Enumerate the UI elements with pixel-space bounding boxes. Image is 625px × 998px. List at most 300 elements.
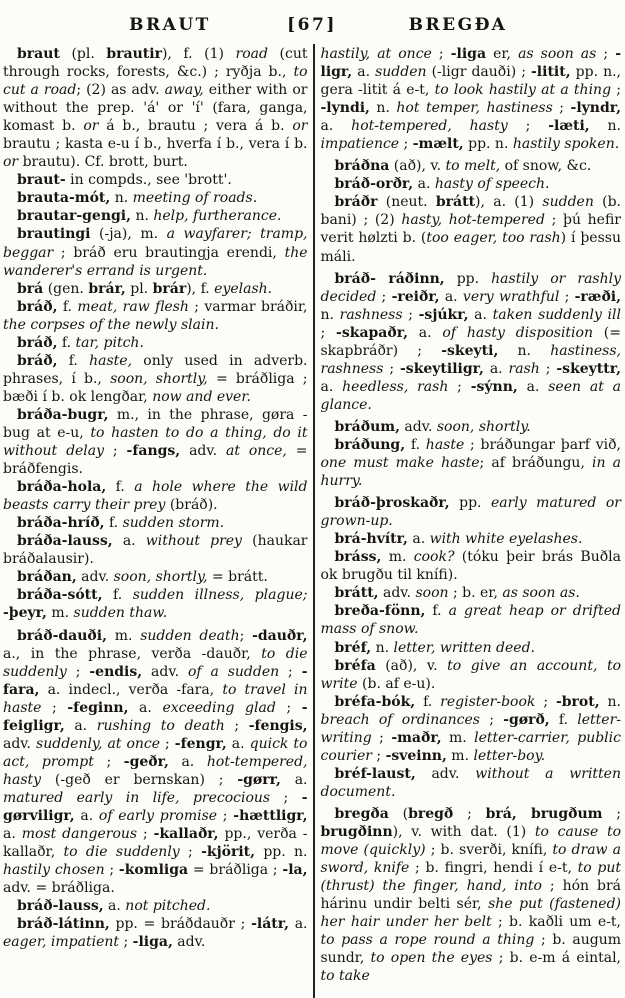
text-segment: -sveinn, — [385, 747, 447, 764]
text-segment: (b. af e-u). — [357, 675, 436, 692]
text-segment: pp. — [449, 495, 491, 512]
dictionary-entry — [3, 568, 308, 586]
text-segment: breach of ordinances — [320, 711, 480, 728]
text-segment: bráðan, — [17, 569, 77, 586]
text-segment: eager, impatient — [3, 934, 120, 951]
text-segment: brá, brugðum — [485, 805, 603, 822]
text-segment: ; — [41, 699, 68, 716]
dictionary-entry — [3, 171, 308, 189]
text-segment: ; — [371, 747, 386, 764]
text-segment: ; — [602, 805, 621, 822]
text-segment: ; — [270, 789, 302, 806]
text-segment: a. — [407, 531, 430, 548]
text-segment: f. — [57, 352, 90, 369]
text-segment: of a sudden — [187, 663, 280, 680]
text-segment: a. — [483, 360, 509, 377]
text-segment: a. — [320, 378, 343, 395]
text-segment: -liga — [450, 46, 487, 62]
text-segment: rashness — [339, 306, 403, 323]
text-segment: m. — [46, 605, 74, 622]
text-segment: eyelash. — [214, 280, 273, 297]
text-segment: ; — [559, 288, 575, 305]
text-segment: n. — [320, 306, 340, 323]
text-segment: pp. n., gera -litit á e-t, — [320, 64, 621, 99]
text-segment: haste, — [89, 352, 133, 369]
text-segment: (= skapbráðr) ; — [320, 324, 621, 359]
text-segment: -látr, — [251, 916, 289, 933]
text-segment: to open the eyes — [370, 950, 493, 967]
text-segment: tar, pitch. — [75, 334, 144, 351]
text-segment: braut- — [17, 172, 66, 189]
text-segment: n. — [371, 639, 394, 656]
text-segment: pp., verða -kallaðr, — [3, 826, 308, 861]
text-segment: quick to act, prompt — [3, 735, 308, 770]
text-segment: ; b. augum sundr, — [320, 932, 621, 967]
text-segment: too eager, too rash — [426, 230, 561, 247]
text-segment: meat, raw flesh — [77, 298, 189, 315]
text-segment: in compds., see 'brott'. — [65, 172, 232, 189]
dictionary-entry — [3, 586, 308, 622]
text-segment: (pl. — [59, 46, 107, 62]
text-segment: road — [235, 46, 268, 62]
text-segment: one must make haste — [320, 455, 480, 472]
text-segment: a. — [468, 306, 493, 323]
text-segment: ; — [320, 324, 337, 341]
text-segment: ; varmar bráðir, — [188, 298, 308, 315]
text-segment: most dangerous — [21, 826, 138, 843]
text-segment: -feigligr, — [3, 699, 308, 734]
text-segment: bregða — [334, 805, 389, 822]
text-segment: ; bráðungar þarf við, — [464, 436, 621, 453]
text-segment: braut — [17, 46, 60, 62]
dictionary-entry — [3, 45, 308, 171]
text-segment: at once, — [225, 443, 287, 460]
text-segment: bráð-orðr, — [334, 176, 414, 193]
text-segment: (-ligr dauði) ; — [426, 64, 531, 81]
text-segment: seen at a glance. — [320, 378, 621, 413]
text-segment: ; hón brá hárinu undir belti sér, — [320, 878, 621, 913]
text-segment: ; b. er, — [448, 585, 503, 602]
text-segment: soon, shortly, — [110, 370, 208, 387]
text-segment: to die suddenly — [63, 844, 180, 861]
dictionary-entry — [321, 765, 622, 801]
text-segment: bráðung, — [334, 436, 406, 453]
text-segment: f. — [57, 334, 76, 351]
text-segment: á b., brautu ; vera á b. — [98, 118, 293, 135]
text-segment: ; b. kaðli um e-t, — [491, 914, 621, 931]
text-segment: a. — [517, 378, 549, 395]
text-segment: a. — [288, 916, 308, 933]
dictionary-entry — [321, 193, 622, 265]
text-segment: (b. bani) ; (2) — [320, 194, 622, 229]
text-segment: hot temper, hastiness — [396, 100, 553, 117]
text-segment: hastily chosen — [3, 862, 105, 879]
text-segment: -sjúkr, — [418, 306, 469, 323]
text-segment: soon, shortly. — [436, 418, 531, 435]
text-segment: brátt, — [334, 585, 379, 602]
text-segment: -la, — [282, 862, 308, 879]
text-segment: a. — [103, 898, 126, 915]
text-segment: a., in the phrase, verða -dauðr, — [3, 645, 262, 662]
text-segment: pp. n. — [255, 844, 308, 861]
text-segment: -gørviligr, — [3, 789, 308, 824]
text-segment: ; — [66, 663, 90, 680]
text-segment: bráðna — [334, 158, 390, 175]
text-segment: soon, shortly, — [113, 569, 208, 586]
dictionary-entry — [321, 657, 622, 693]
text-segment: exceeding glad — [162, 699, 276, 716]
text-segment: ; bráð eru brautingja erendi, — [53, 244, 285, 261]
text-segment: help, furtherance. — [153, 208, 282, 225]
text-segment: a. — [320, 118, 352, 135]
text-segment: letter, written deed. — [393, 639, 536, 656]
text-segment: -skeyttr, — [556, 360, 621, 377]
text-segment: to hasten to do a thing, do it without delay — [3, 424, 308, 460]
text-segment: -skeyti, — [441, 342, 499, 359]
text-segment: bréf, — [334, 639, 372, 656]
text-segment: -skapaðr, — [336, 324, 408, 341]
text-segment: ; — [137, 826, 154, 843]
text-segment: (bráð). — [165, 497, 218, 514]
text-segment: ; — [535, 693, 556, 710]
text-segment: f. — [415, 693, 441, 710]
text-segment: bráð, — [17, 298, 58, 315]
text-segment: or — [292, 118, 308, 135]
text-segment: bráð-þroskaðr, — [334, 495, 450, 512]
text-segment: sudden illness, plague; — [132, 587, 308, 604]
text-segment: cook? — [413, 549, 455, 566]
text-segment: m. — [381, 549, 414, 566]
text-segment: heedless, rash — [342, 378, 449, 395]
text-segment: without a written document. — [320, 765, 621, 800]
text-segment: bráð, — [17, 352, 58, 369]
text-segment: -fara, — [3, 663, 308, 698]
text-segment: (gen. — [43, 280, 89, 297]
text-segment: a. — [74, 807, 99, 824]
dictionary-entry — [3, 514, 308, 532]
text-segment: to cut a road — [3, 64, 308, 99]
text-segment: of snow, &c. — [500, 158, 592, 175]
dictionary-entry — [3, 225, 308, 279]
text-segment: bréfa-bók, — [334, 693, 416, 710]
text-segment: -skeytiligr, — [400, 360, 484, 377]
text-segment: brá-hvítr, — [334, 531, 408, 548]
text-segment: ; — [402, 306, 419, 323]
text-segment: brautingi — [17, 226, 91, 243]
dictionary-entry — [321, 157, 622, 175]
text-segment: bráða-hola, — [17, 479, 107, 496]
text-segment: -mælt, — [412, 136, 464, 153]
text-segment: bráða-lauss, — [17, 533, 113, 550]
text-segment: ; — [217, 807, 234, 824]
dictionary-entry — [3, 406, 308, 478]
text-segment: ; — [179, 844, 202, 861]
text-segment: = bráðliga ; bæði í b. ok lengðar, — [3, 370, 308, 405]
text-segment: ( — [388, 805, 409, 822]
text-segment: f. — [405, 436, 426, 453]
text-segment: to pass a rope round a thing — [320, 932, 535, 949]
dictionary-entry — [3, 334, 308, 352]
text-segment: -brot, — [555, 693, 600, 710]
text-segment: ; (2) as adv. — [76, 82, 165, 99]
text-segment: f. — [104, 515, 123, 532]
text-segment: the corpses of the newly slain. — [3, 316, 219, 333]
text-segment: the wanderer's errand is urgent. — [3, 244, 308, 279]
text-segment: f. — [549, 711, 578, 728]
text-segment: a. — [439, 288, 463, 305]
dictionary-entry — [321, 418, 622, 436]
dictionary-entry — [3, 352, 308, 406]
text-segment: bráða-sótt, — [17, 587, 103, 604]
text-segment: to put (thrust) the finger, hand, into — [320, 860, 622, 895]
text-segment: -ligr, — [320, 46, 622, 81]
dictionary-entry — [321, 693, 622, 765]
text-segment: sudden — [375, 64, 427, 81]
text-segment: ; — [479, 711, 504, 728]
text-segment: brár, — [88, 280, 126, 297]
text-segment: ; — [224, 717, 249, 734]
text-segment: suddenly, at once — [36, 735, 161, 752]
text-segment: only used in adverb. phrases, í b., — [3, 352, 308, 387]
dictionary-entry — [321, 270, 622, 414]
text-segment: er, — [486, 46, 519, 62]
text-segment: bregð — [408, 805, 454, 822]
text-segment: register-book — [440, 693, 536, 710]
text-segment: -dauðr, — [252, 627, 308, 644]
text-segment: ; — [448, 378, 471, 395]
text-segment: ; — [160, 735, 175, 752]
dictionary-entry — [321, 805, 622, 985]
text-segment: bréf-laust, — [334, 765, 416, 782]
text-segment: hasty, hot-tempered — [401, 212, 545, 229]
text-segment: to draw a sword, knife — [320, 842, 621, 877]
text-segment: to travel in haste — [3, 681, 308, 716]
text-segment: (að), v. — [389, 158, 446, 175]
dictionary-entry — [321, 548, 622, 584]
dictionary-entry — [3, 207, 308, 225]
text-segment: hastily or rashly decided — [320, 270, 622, 305]
text-segment: (að), v. — [375, 657, 448, 674]
text-segment: n. — [599, 693, 621, 710]
text-segment: in a hurry. — [320, 455, 621, 490]
text-segment: -maðr, — [391, 729, 442, 746]
text-segment: brár — [152, 280, 187, 297]
text-segment: as soon as — [518, 46, 597, 62]
text-segment: ; þú hefir verit hølzti b. ( — [320, 212, 621, 247]
running-head-right-word: BREGÐA — [408, 15, 508, 35]
text-segment: ; — [596, 46, 616, 62]
dictionary-entry — [3, 280, 308, 298]
text-segment: pl. — [125, 280, 153, 297]
text-segment: of early promise — [98, 807, 218, 824]
text-segment: hastily spoken. — [512, 136, 620, 153]
text-segment: soon — [415, 585, 449, 602]
text-segment: bráð-dauði, — [17, 627, 107, 644]
text-segment: a wayfarer; tramp, beggar — [3, 226, 308, 261]
text-segment: ; — [376, 288, 392, 305]
text-segment: (neut. — [377, 194, 436, 211]
text-segment: as soon as. — [502, 585, 580, 602]
text-segment: adv. — [3, 735, 37, 752]
text-segment: brautar-gengi, — [17, 208, 131, 225]
dictionary-entry — [3, 298, 308, 334]
text-segment: with white eyelashes. — [429, 531, 583, 548]
text-segment: of hasty disposition — [442, 324, 593, 341]
text-segment: haste — [425, 436, 465, 453]
text-segment: bráðr — [334, 194, 378, 211]
text-segment: a great heap or drifted mass of snow. — [320, 603, 621, 638]
text-segment: ; — [119, 934, 133, 951]
text-segment: bráss, — [334, 549, 382, 566]
text-segment: a. — [128, 699, 163, 716]
text-segment: ), f. (1) — [161, 46, 236, 62]
text-segment: hot-tempered, hasty — [351, 118, 508, 135]
dictionary-entry — [3, 915, 308, 951]
text-segment: pp. n. — [463, 136, 513, 153]
text-columns — [0, 44, 625, 998]
text-segment: hastily, at once — [320, 46, 432, 62]
dictionary-entry — [321, 436, 622, 490]
text-segment: brauta-mót, — [17, 190, 111, 207]
text-segment: adv. — [76, 569, 114, 586]
text-segment: -fangs, — [126, 443, 181, 460]
text-segment: now and ever. — [152, 388, 251, 405]
text-segment: ; b. e-m á eintal, — [492, 950, 621, 967]
text-segment: n. — [369, 100, 397, 117]
text-segment: (tóku þeir brás Buðla ok brugðu til knífi). — [320, 549, 621, 584]
text-segment: m. — [441, 729, 475, 746]
text-segment: bráða-bugr, — [17, 406, 109, 423]
text-segment: brautir — [106, 46, 162, 62]
text-segment: ; — [453, 805, 486, 822]
text-segment: m., in the phrase, gøra -bug at e-u, — [3, 406, 308, 441]
text-segment: ; — [104, 443, 127, 460]
text-segment: early matured or grown-up. — [320, 495, 621, 530]
dictionary-entry — [321, 530, 622, 548]
text-segment: (haukar bráðalausir). — [3, 533, 308, 568]
text-segment: pp. — [444, 270, 492, 287]
text-segment: bráð- ráðinn, — [334, 270, 445, 287]
text-segment: n. — [110, 190, 133, 207]
text-segment: not pitched. — [125, 898, 211, 915]
text-segment: n. — [589, 118, 621, 135]
text-segment: -geðr, — [123, 753, 169, 770]
text-segment: bráð, — [17, 334, 58, 351]
text-segment: -sýnn, — [470, 378, 518, 395]
text-segment: f. — [57, 298, 78, 315]
text-segment: matured early in life, precocious — [3, 789, 271, 806]
text-segment: ; — [611, 82, 621, 99]
text-segment: -lyndi, — [320, 100, 370, 117]
text-segment: a. — [112, 533, 146, 550]
text-segment: a hole where the wild beasts carry their prey — [3, 479, 308, 514]
text-segment: -þeyr, — [3, 605, 47, 622]
text-segment: hastiness, rashness — [320, 342, 621, 377]
text-segment: ; — [104, 862, 119, 879]
text-segment: very wrathful — [462, 288, 560, 305]
text-segment: = bráðfengis. — [3, 443, 308, 478]
text-segment: -fengr, — [174, 735, 227, 752]
dictionary-entry — [3, 478, 308, 514]
text-segment: a. — [3, 826, 22, 843]
text-segment: to look hastily at a thing — [434, 82, 612, 99]
text-segment: hot-tempered, hasty — [3, 753, 308, 788]
text-segment: hasty of speech. — [434, 176, 550, 193]
text-segment: a. indecl., verða -fara, — [39, 681, 223, 698]
text-segment: sudden — [542, 194, 594, 211]
text-segment: bráð-lauss, — [17, 898, 104, 915]
text-segment: adv. — [142, 663, 188, 680]
text-segment: rushing to death — [96, 717, 225, 734]
text-segment: a. — [280, 771, 308, 788]
running-head-left-word: BRAUT — [129, 15, 211, 35]
text-segment: ; — [383, 360, 400, 377]
text-segment: = bráðliga ; — [188, 862, 283, 879]
running-head — [0, 0, 625, 44]
text-segment: to give an account, to write — [320, 657, 621, 692]
text-segment: to cause to move (quickly) — [320, 823, 621, 859]
text-segment: m. — [106, 627, 141, 644]
text-segment: n. — [131, 208, 154, 225]
text-segment: brautu). Cf. brott, burt. — [18, 154, 188, 171]
text-segment: or — [83, 118, 99, 135]
text-segment: -liga, — [132, 934, 173, 951]
text-segment: bréfa — [334, 657, 376, 674]
text-segment: ; af bráðungu, — [479, 455, 593, 472]
text-segment: away, — [164, 82, 204, 99]
text-segment: without prey — [145, 533, 242, 550]
text-segment: -fengis, — [248, 717, 308, 734]
text-segment: ; — [279, 663, 302, 680]
text-segment: -reiðr, — [391, 288, 440, 305]
text-segment: either with or without the prep. 'á' or 'í' (fara, ganga, komast b. — [3, 82, 308, 135]
text-segment: ; — [431, 46, 451, 62]
text-segment: brátt — [435, 194, 476, 211]
text-segment: ) í þessu máli. — [320, 230, 621, 265]
dictionary-entry — [321, 639, 622, 657]
text-segment: -komliga — [118, 862, 189, 879]
text-segment: ), f. — [186, 280, 215, 297]
text-segment: (-geð er bernskan) ; — [41, 771, 238, 788]
text-segment: a. — [64, 717, 97, 734]
text-segment: ; — [275, 699, 302, 716]
text-segment: brautu ; kasta e-u í b., hverfa í b., vera í b. — [3, 136, 308, 153]
dictionary-entry — [3, 532, 308, 568]
text-segment: to die suddenly — [3, 645, 308, 680]
text-segment: -kjörit, — [201, 844, 256, 861]
dictionary-entry — [321, 45, 622, 153]
text-segment: -feginn, — [67, 699, 129, 716]
text-segment: brá — [17, 280, 44, 297]
text-segment: -kallaðr, — [153, 826, 219, 843]
dictionary-entry — [3, 627, 308, 898]
text-segment: sudden thaw. — [73, 605, 168, 622]
text-segment: a. — [413, 176, 435, 193]
text-segment: (cut through rocks, forests, &c.) ; ryðja b., — [3, 46, 308, 81]
text-segment: adv. = bráðliga. — [3, 880, 115, 897]
text-segment: meeting of roads. — [132, 190, 258, 207]
text-segment: ; — [399, 136, 413, 153]
text-segment: -læti, — [548, 118, 590, 135]
right-column — [313, 44, 625, 998]
text-segment: she put (fastened) her hair under her belt — [320, 896, 621, 931]
text-segment: -gørr, — [237, 771, 281, 788]
text-segment: ; — [371, 729, 392, 746]
text-segment: adv. — [378, 585, 416, 602]
text-segment: -hættligr, — [233, 807, 308, 824]
text-segment: m. — [446, 747, 474, 764]
text-segment: or — [3, 154, 19, 171]
